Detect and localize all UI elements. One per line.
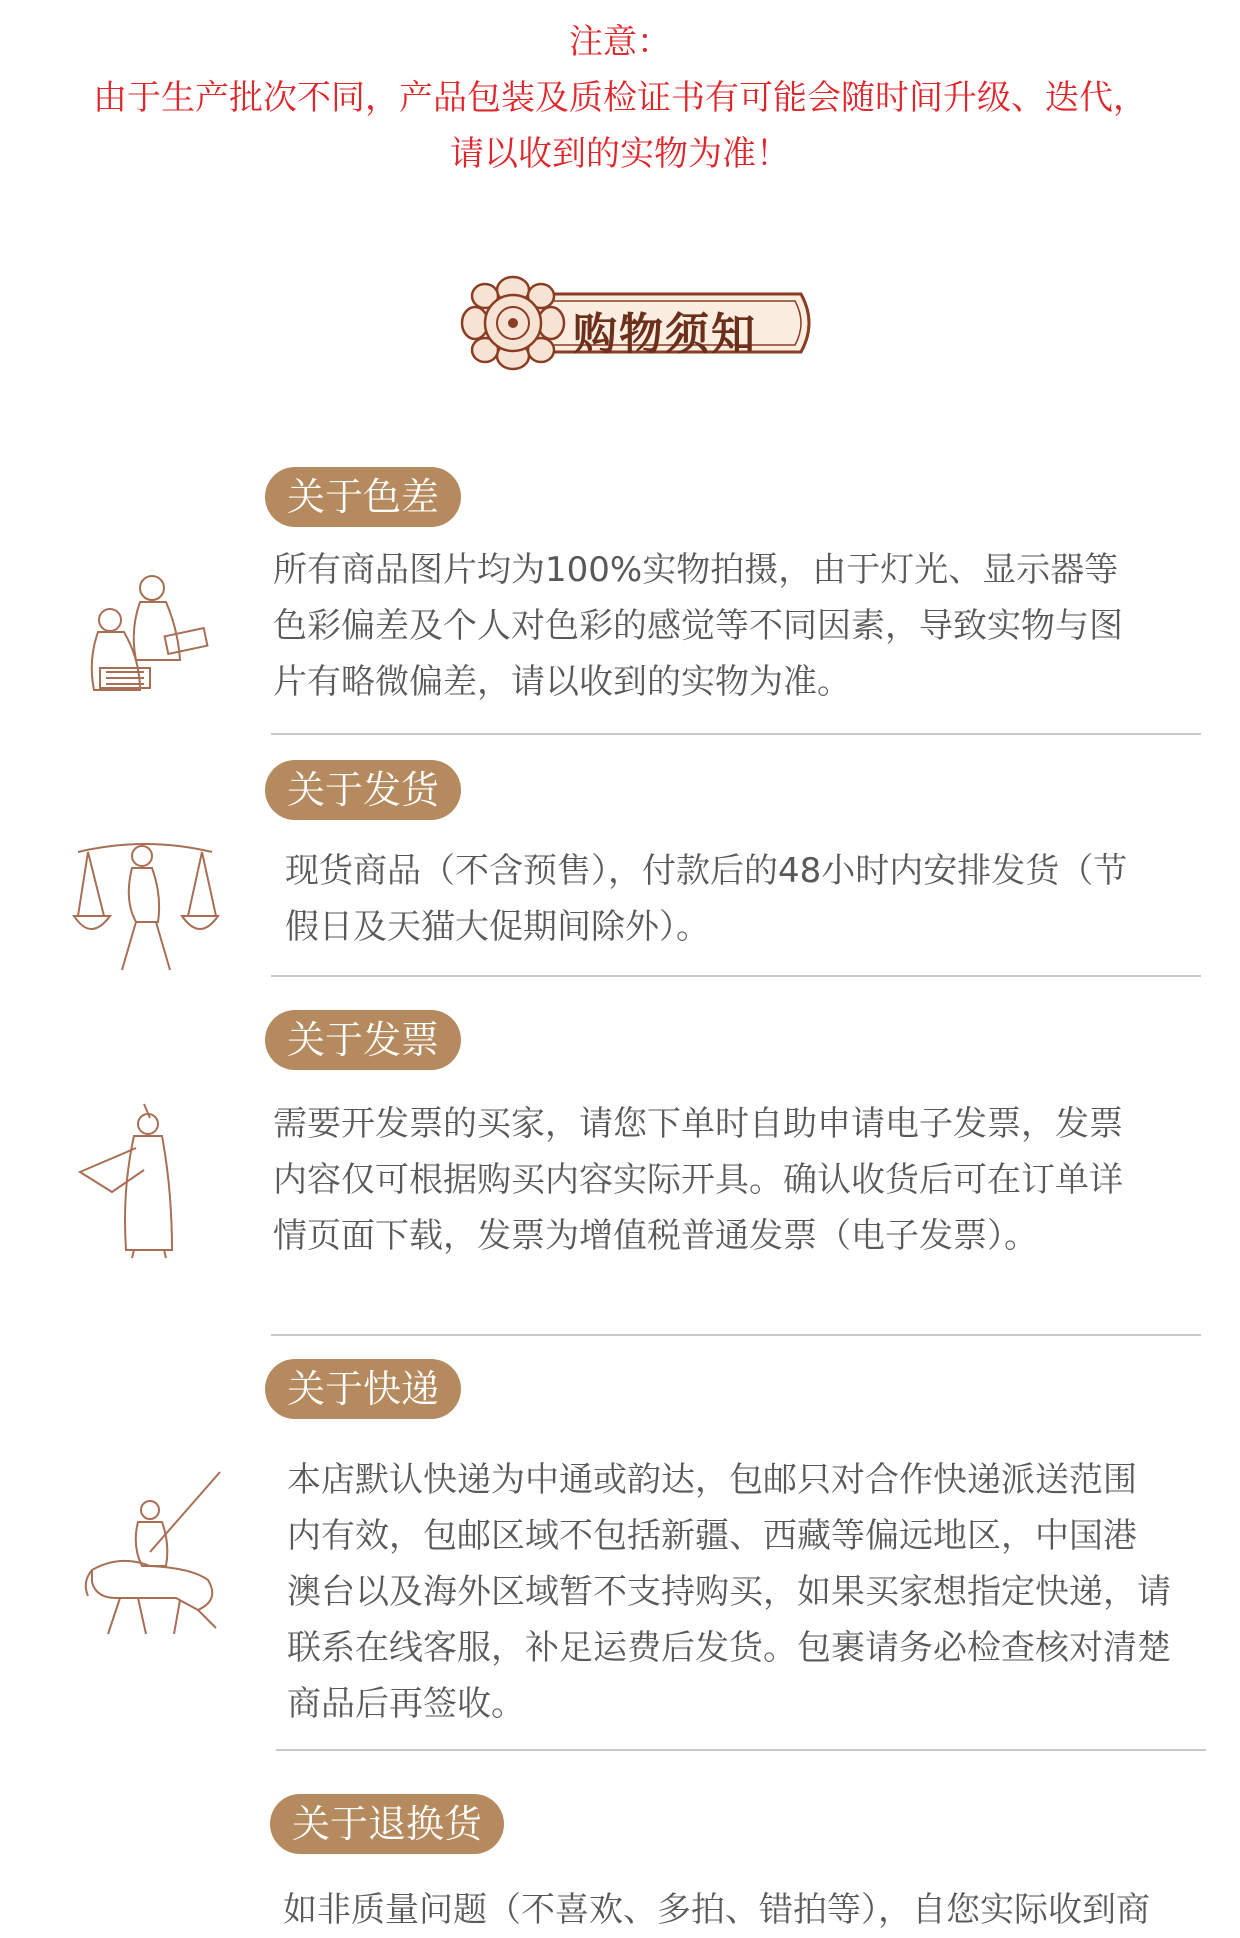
paragraph-line: 所有商品图片均为100%实物拍摄，由于灯光、显示器等 (273, 550, 1119, 590)
paragraph-line: 假日及天猫大促期间除外）。 (285, 907, 710, 947)
shopping-notice-banner (455, 268, 815, 378)
paragraph-line: 需要开发票的买家，请您下单时自助申请电子发票，发票 (273, 1104, 1123, 1144)
paragraph-line: 本店默认快递为中通或韵达，包邮只对合作快递派送范围 (287, 1460, 1137, 1500)
porter-carrying-baskets-icon (70, 830, 220, 980)
scholars-reading-scroll-icon (70, 560, 220, 710)
official-holding-document-icon (72, 1100, 222, 1260)
banner-title: 购物须知 (573, 309, 757, 360)
notice-text-line: 由于生产批次不同，产品包装及质检证书有可能会随时间升级、迭代， (93, 78, 1147, 118)
notice-heading: 注意： (569, 22, 671, 62)
paragraph-line: 商品后再签收。 (287, 1684, 525, 1724)
paragraph-line: 内有效，包邮区域不包括新疆、西藏等偏远地区，中国港 (287, 1516, 1137, 1556)
horseman-with-spear-icon (80, 1470, 230, 1640)
paragraph-line: 澳台以及海外区域暂不支持购买，如果买家想指定快递，请 (287, 1572, 1171, 1612)
paragraph-line: 如非质量问题（不喜欢、多拍、错拍等），自您实际收到商 (283, 1890, 1150, 1930)
section-title-returns: 关于退换货 (270, 1794, 504, 1854)
paragraph-line: 色彩偏差及个人对色彩的感觉等不同因素，导致实物与图 (273, 606, 1123, 646)
section-paragraph (287, 1452, 1171, 1732)
section-divider (271, 1334, 1201, 1336)
section-paragraph (273, 542, 1123, 710)
paragraph-line: 联系在线客服，补足运费后发货。包裹请务必检查核对清楚 (287, 1628, 1171, 1668)
notice-text-line: 请以收到的实物为准！ (450, 134, 790, 174)
section-divider (276, 1749, 1206, 1751)
section-title-courier: 关于快递 (265, 1359, 461, 1419)
section-title-shipping: 关于发货 (265, 760, 461, 820)
section-paragraph (273, 1096, 1123, 1264)
paragraph-line: 现货商品（不含预售），付款后的48小时内安排发货（节 (285, 851, 1128, 891)
section-divider (271, 733, 1201, 735)
paragraph-line: 情页面下载，发票为增值税普通发票（电子发票）。 (273, 1216, 1038, 1256)
section-divider (271, 975, 1201, 977)
paragraph-line: 内容仅可根据购买内容实际开具。确认收货后可在订单详 (273, 1160, 1123, 1200)
section-title-color-difference: 关于色差 (265, 467, 461, 527)
section-paragraph (283, 1882, 1150, 1938)
paragraph-line: 片有略微偏差，请以收到的实物为准。 (273, 662, 851, 702)
section-title-invoice: 关于发票 (265, 1010, 461, 1070)
section-paragraph (285, 843, 1127, 955)
